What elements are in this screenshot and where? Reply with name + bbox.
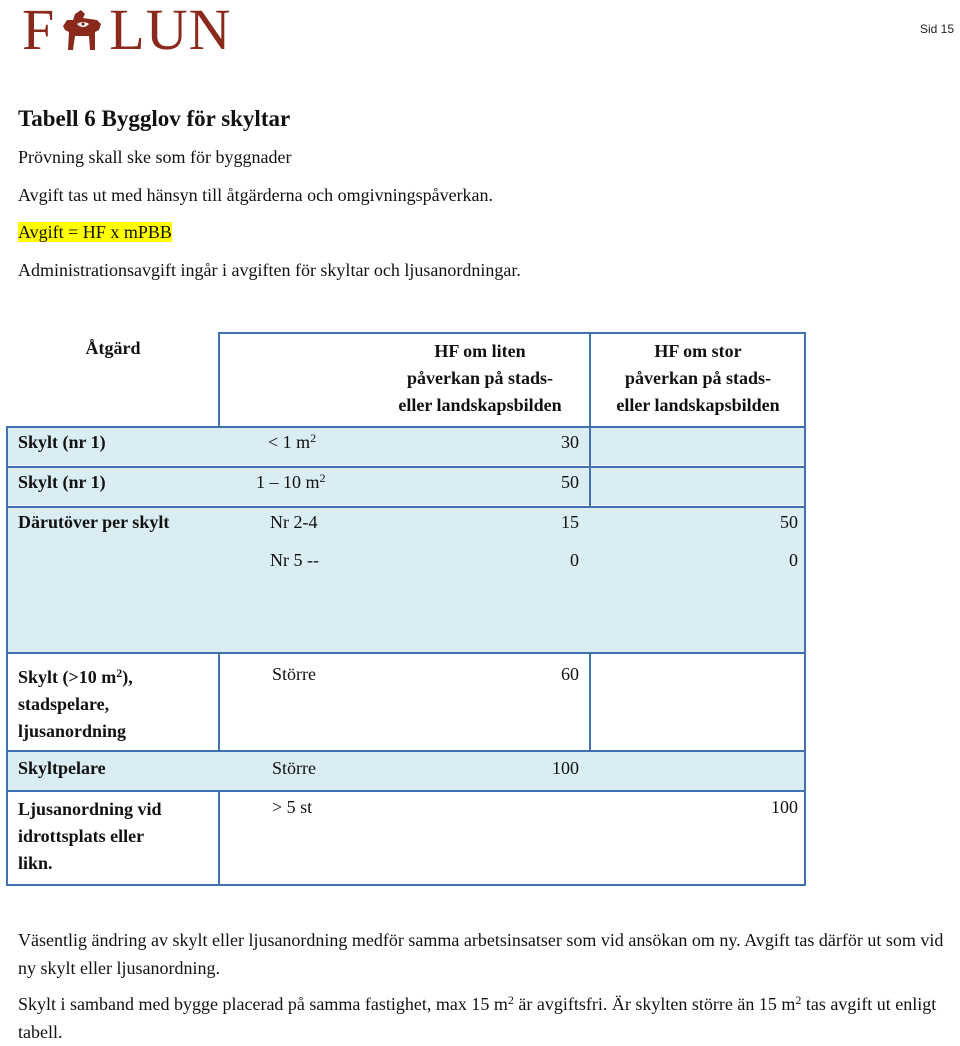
row3-action: Därutöver per skylt [18, 512, 170, 532]
row5-size: Större [272, 758, 316, 778]
footer-paragraph-2: Skylt i samband med bygge placerad på samma fastighet, max 15 $m^2$ är avgiftsfri. Är skylten större än 15 $m^2$ tas avgift ut enligt tabell. [18, 993, 937, 1042]
logo-letters-lun: LUN [109, 0, 232, 62]
row3-large-1: 50 [780, 512, 798, 532]
intro-line-2: Avgift tas ut med hänsyn till åtgärderna och omgivningspåverkan. [18, 185, 494, 205]
row1-action: Skylt (nr 1) [18, 432, 106, 452]
row-bg-1 [8, 427, 805, 465]
row-bg-5 [8, 752, 805, 790]
row3-small-2: 0 [570, 550, 579, 570]
row3-size-1: Nr 2-4 [270, 512, 318, 532]
row3-small-1: 15 [561, 512, 579, 532]
row2-action: Skylt (nr 1) [18, 472, 106, 492]
row6-size: > 5 st [272, 797, 313, 817]
row4-action: Skylt (>10 $m^2$), stadspelare, ljusanordning [18, 666, 133, 741]
intro-line-4: Administrationsavgift ingår i avgiften för skyltar och ljusanordningar. [18, 260, 521, 280]
row1-size: < 1 $m^2$ [268, 431, 317, 452]
logo-letter-f: F [22, 0, 56, 62]
row2-small: 50 [561, 472, 579, 492]
fee-formula: Avgift = HF x mPBB [18, 222, 172, 242]
intro-line-3 [18, 222, 172, 243]
row4-small: 60 [561, 664, 579, 684]
row2-size: 1 – 10 $m^2$ [256, 471, 326, 492]
page-number: Sid 15 [919, 22, 954, 36]
row-bg-2 [8, 467, 805, 505]
row5-small: 100 [552, 758, 579, 778]
header-small-impact: HF om liten påverkan på stads- eller landskapsbilden [398, 341, 562, 415]
row4-size: Större [272, 664, 316, 684]
row5-action: Skyltpelare [18, 758, 106, 778]
section-title: Tabell 6 Bygglov för skyltar [18, 106, 291, 131]
intro-line-1: Prövning skall ske som för byggnader [18, 147, 292, 167]
dala-horse-icon [57, 6, 107, 54]
row3-large-2: 0 [789, 550, 798, 570]
row3-size-2: Nr 5 -- [270, 550, 319, 570]
header-action: Åtgärd [85, 338, 141, 358]
row6-large: 100 [771, 797, 798, 817]
footer-paragraph-1: Väsentlig ändring av skylt eller ljusanordning medför samma arbetsinsatser som vid ansökan om ny. Avgift tas därför ut som vid ny skylt eller ljusanordning. [18, 930, 944, 978]
falun-logo [22, 0, 232, 62]
row6-action: Ljusanordning vid idrottsplats eller likn. [18, 799, 162, 873]
header-large-impact: HF om stor påverkan på stads- eller landskapsbilden [616, 341, 780, 415]
row1-small: 30 [561, 432, 579, 452]
